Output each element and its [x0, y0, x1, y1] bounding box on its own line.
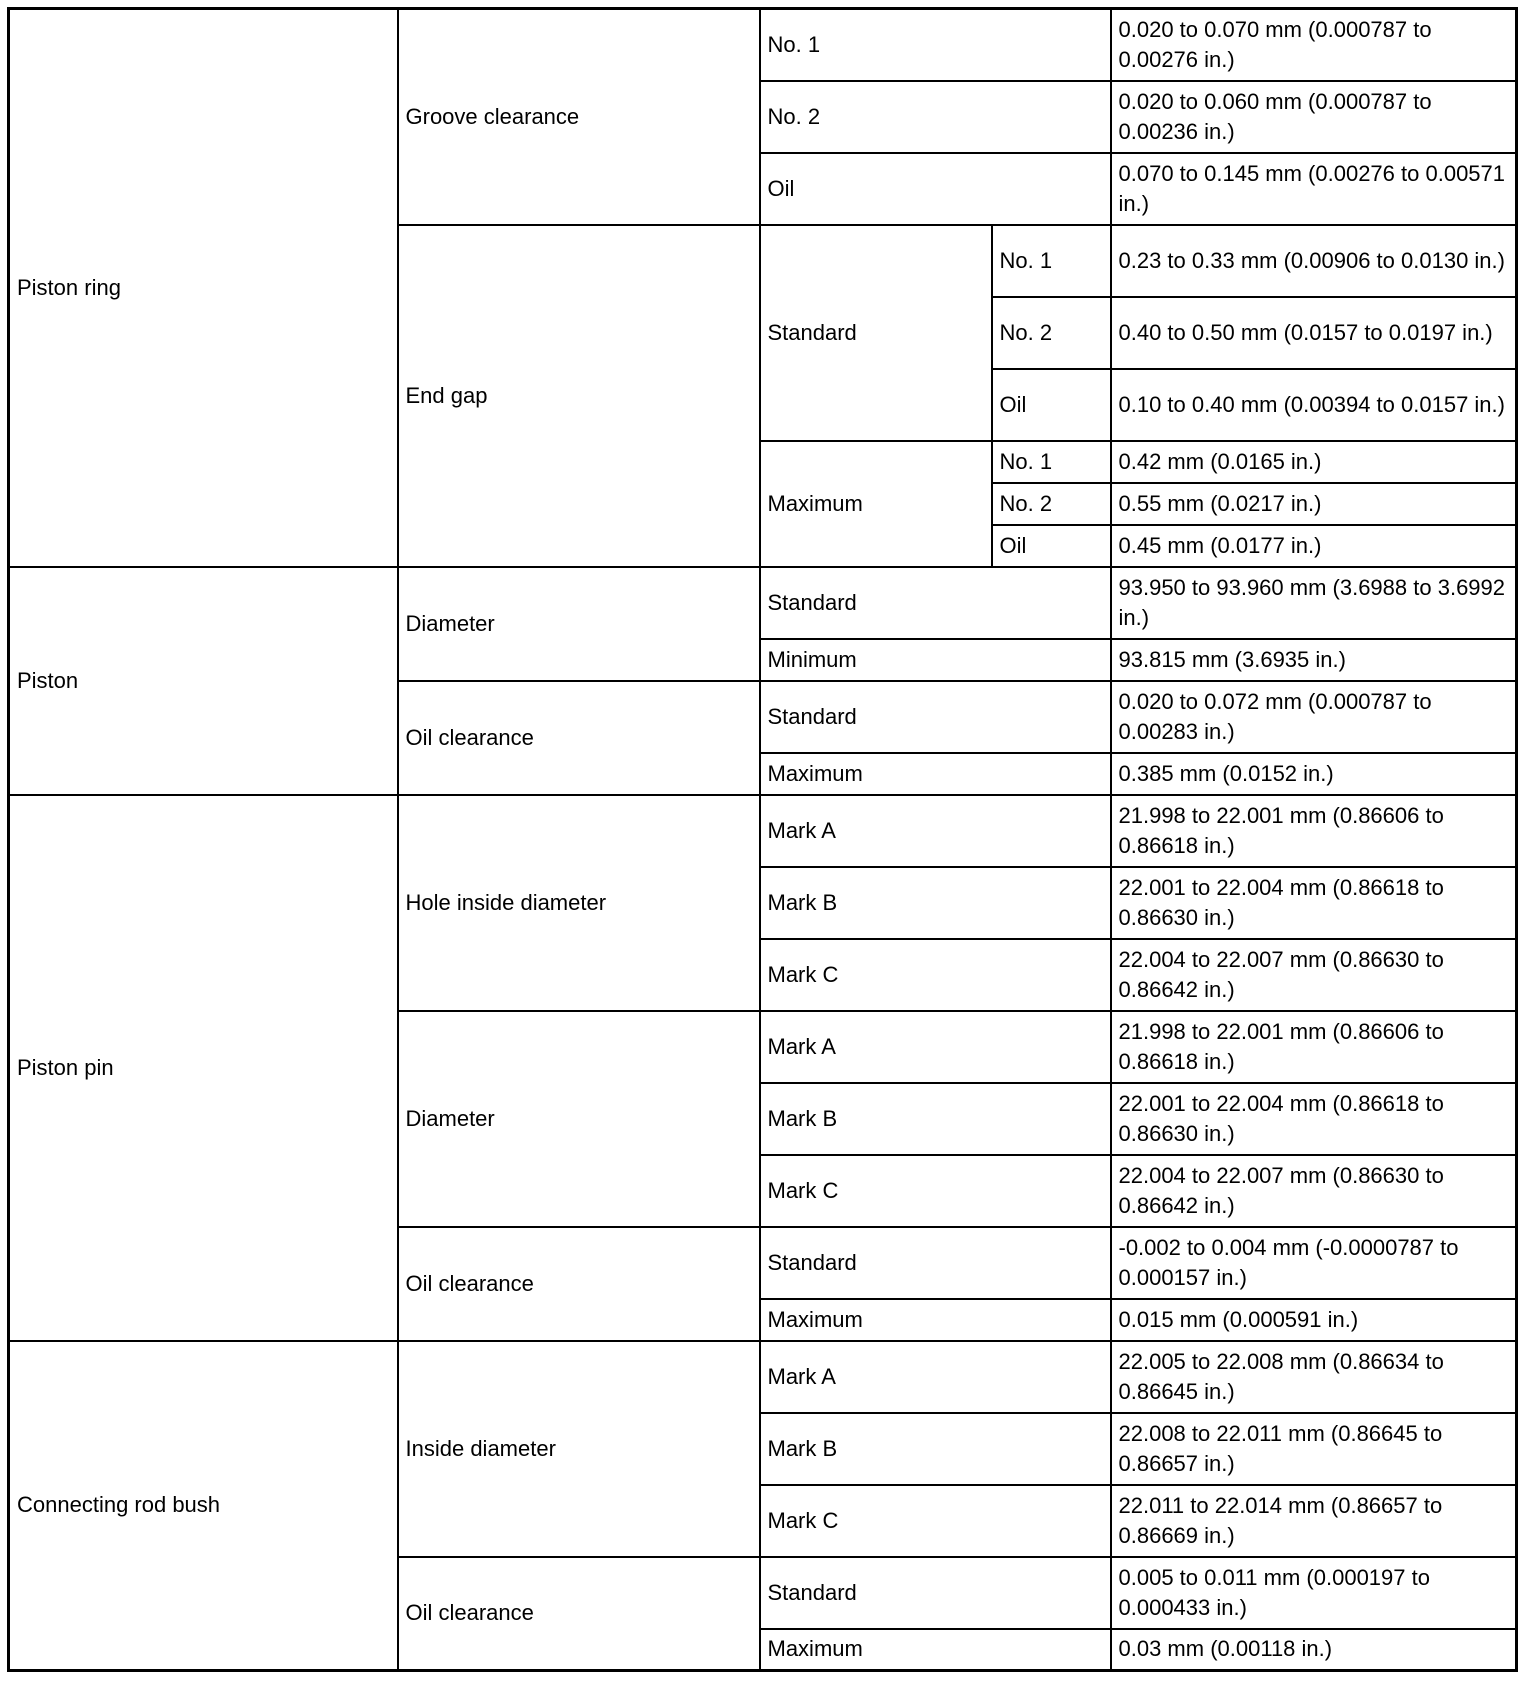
row-value: 0.020 to 0.070 mm (0.000787 to 0.00276 in.) [1111, 9, 1517, 81]
group-label-oil-clearance: Oil clearance [398, 681, 760, 795]
row-value: 22.008 to 22.011 mm (0.86645 to 0.86657 in.) [1111, 1413, 1517, 1485]
row-label: Mark A [760, 795, 1111, 867]
table-row [9, 567, 1517, 639]
row-value: 93.950 to 93.960 mm (3.6988 to 3.6992 in.) [1111, 567, 1517, 639]
row-value: 0.03 mm (0.00118 in.) [1111, 1629, 1517, 1671]
row-label: Mark A [760, 1011, 1111, 1083]
row-value: 0.020 to 0.072 mm (0.000787 to 0.00283 in.) [1111, 681, 1517, 753]
row-label: No. 2 [992, 297, 1111, 369]
row-label: Mark C [760, 1485, 1111, 1557]
group-label-oil-clearance: Oil clearance [398, 1557, 760, 1671]
row-label: Maximum [760, 1629, 1111, 1671]
row-value: 0.385 mm (0.0152 in.) [1111, 753, 1517, 795]
row-label: Standard [760, 1227, 1111, 1299]
row-label: Maximum [760, 753, 1111, 795]
row-value: 0.10 to 0.40 mm (0.00394 to 0.0157 in.) [1111, 369, 1517, 441]
row-value: 0.005 to 0.011 mm (0.000197 to 0.000433 in.) [1111, 1557, 1517, 1629]
row-value: 21.998 to 22.001 mm (0.86606 to 0.86618 in.) [1111, 1011, 1517, 1083]
row-label: No. 1 [992, 441, 1111, 483]
row-label: No. 2 [760, 81, 1111, 153]
row-label: No. 2 [992, 483, 1111, 525]
row-value: 22.005 to 22.008 mm (0.86634 to 0.86645 in.) [1111, 1341, 1517, 1413]
table-row [9, 1341, 1517, 1413]
row-value: 0.55 mm (0.0217 in.) [1111, 483, 1517, 525]
row-label: No. 1 [992, 225, 1111, 297]
row-value: 0.40 to 0.50 mm (0.0157 to 0.0197 in.) [1111, 297, 1517, 369]
row-label: Standard [760, 1557, 1111, 1629]
subgroup-label-maximum: Maximum [760, 441, 992, 567]
subgroup-label-standard: Standard [760, 225, 992, 441]
row-label: Mark C [760, 1155, 1111, 1227]
group-label-end-gap: End gap [398, 225, 760, 567]
row-label: Mark C [760, 939, 1111, 1011]
row-value: 22.001 to 22.004 mm (0.86618 to 0.86630 in.) [1111, 867, 1517, 939]
row-label: Mark B [760, 1083, 1111, 1155]
spec-table-container [7, 7, 1518, 1672]
row-value: -0.002 to 0.004 mm (-0.0000787 to 0.000157 in.) [1111, 1227, 1517, 1299]
spec-table [7, 7, 1518, 1672]
section-label-connecting-rod-bush: Connecting rod bush [9, 1341, 398, 1671]
group-label-groove-clearance: Groove clearance [398, 9, 760, 225]
row-label: Standard [760, 681, 1111, 753]
group-label-diameter: Diameter [398, 1011, 760, 1227]
group-label-diameter: Diameter [398, 567, 760, 681]
group-label-oil-clearance: Oil clearance [398, 1227, 760, 1341]
group-label-hole-inside-diameter: Hole inside diameter [398, 795, 760, 1011]
row-value: 22.004 to 22.007 mm (0.86630 to 0.86642 in.) [1111, 1155, 1517, 1227]
row-value: 0.015 mm (0.000591 in.) [1111, 1299, 1517, 1341]
row-value: 0.23 to 0.33 mm (0.00906 to 0.0130 in.) [1111, 225, 1517, 297]
row-label: Mark B [760, 867, 1111, 939]
section-label-piston-pin: Piston pin [9, 795, 398, 1341]
row-label: Oil [992, 369, 1111, 441]
row-label: Maximum [760, 1299, 1111, 1341]
row-label: Oil [760, 153, 1111, 225]
row-label: Minimum [760, 639, 1111, 681]
table-row [9, 795, 1517, 867]
row-label: No. 1 [760, 9, 1111, 81]
section-label-piston-ring: Piston ring [9, 9, 398, 567]
row-label: Standard [760, 567, 1111, 639]
row-label: Oil [992, 525, 1111, 567]
row-label: Mark B [760, 1413, 1111, 1485]
row-value: 21.998 to 22.001 mm (0.86606 to 0.86618 in.) [1111, 795, 1517, 867]
row-label: Mark A [760, 1341, 1111, 1413]
row-value: 0.070 to 0.145 mm (0.00276 to 0.00571 in.) [1111, 153, 1517, 225]
section-label-piston: Piston [9, 567, 398, 795]
row-value: 22.004 to 22.007 mm (0.86630 to 0.86642 in.) [1111, 939, 1517, 1011]
row-value: 22.011 to 22.014 mm (0.86657 to 0.86669 in.) [1111, 1485, 1517, 1557]
table-row [9, 9, 1517, 81]
row-value: 0.020 to 0.060 mm (0.000787 to 0.00236 in.) [1111, 81, 1517, 153]
row-value: 93.815 mm (3.6935 in.) [1111, 639, 1517, 681]
row-value: 0.42 mm (0.0165 in.) [1111, 441, 1517, 483]
group-label-inside-diameter: Inside diameter [398, 1341, 760, 1557]
row-value: 22.001 to 22.004 mm (0.86618 to 0.86630 in.) [1111, 1083, 1517, 1155]
row-value: 0.45 mm (0.0177 in.) [1111, 525, 1517, 567]
